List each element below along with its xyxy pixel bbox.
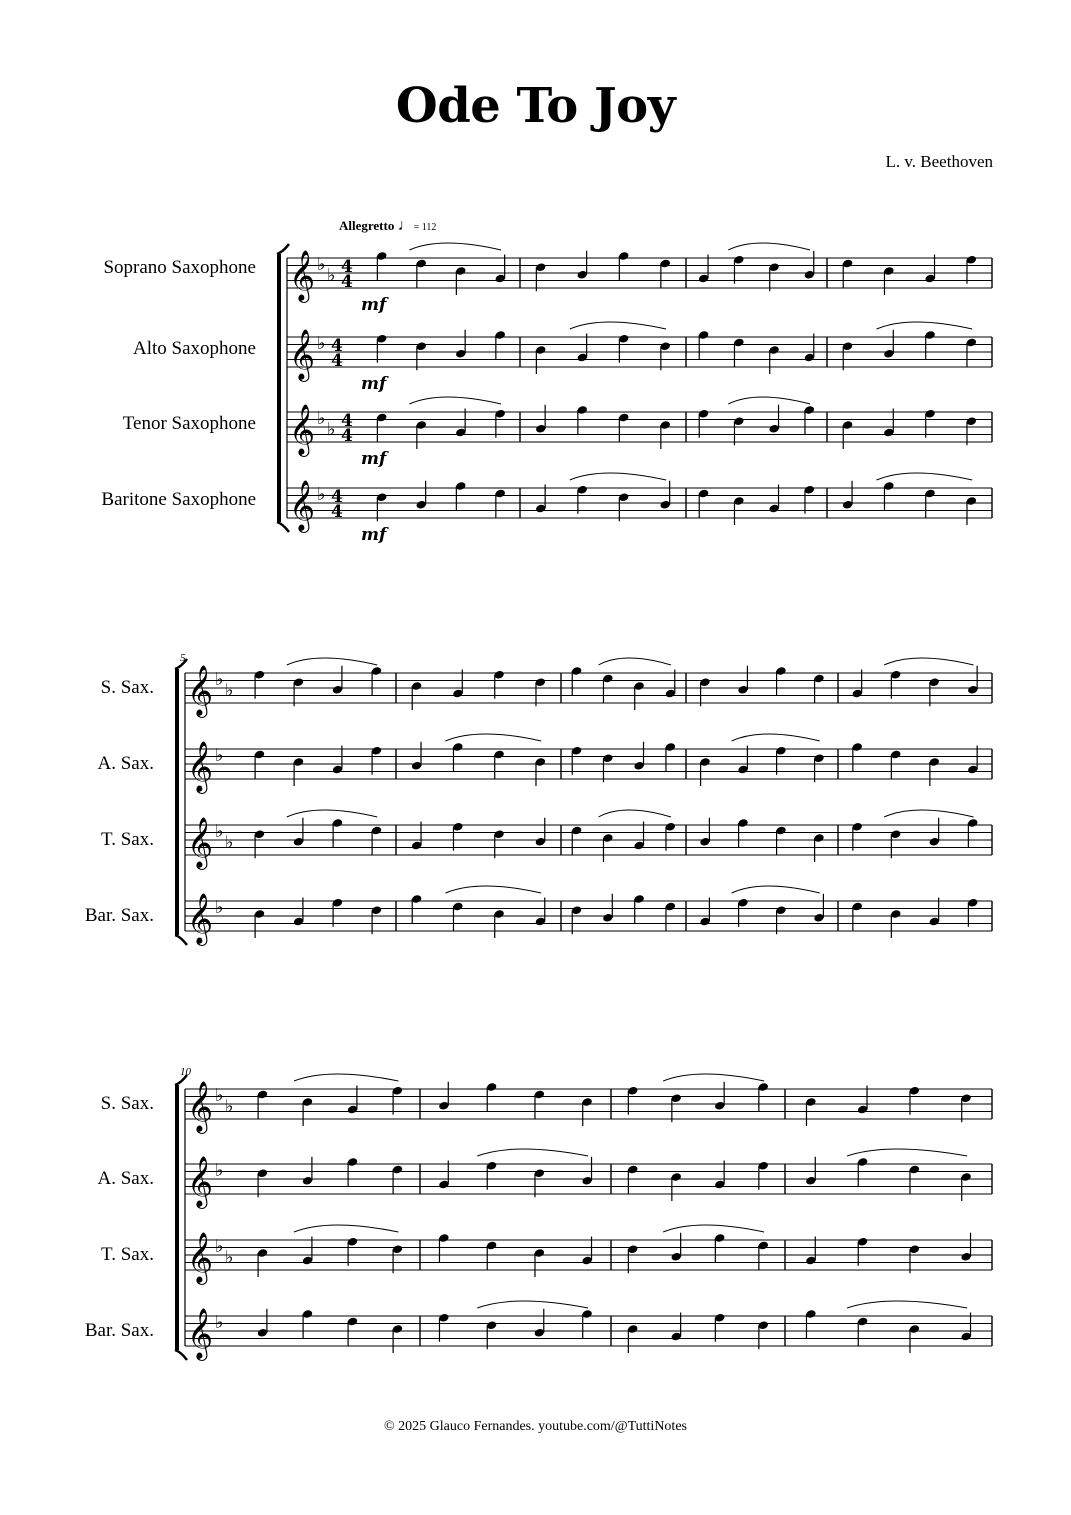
- dynamic-marking: mf: [361, 374, 387, 394]
- slur: [847, 1301, 967, 1308]
- flat-icon: ♭: [225, 1096, 234, 1117]
- treble-clef-icon: 𝄞: [187, 1232, 214, 1283]
- flat-icon: ♭: [327, 419, 336, 440]
- treble-clef-icon: 𝄞: [187, 817, 214, 868]
- flat-icon: ♭: [327, 265, 336, 286]
- flat-icon: ♭: [225, 680, 234, 701]
- system-bracket: [175, 1085, 179, 1350]
- treble-clef-icon: 𝄞: [187, 665, 214, 716]
- staff-label: Alto Saxophone: [133, 338, 256, 359]
- treble-clef-icon: 𝄞: [187, 1308, 214, 1359]
- staff-label: Bar. Sax.: [84, 1320, 154, 1341]
- staff-label: A. Sax.: [97, 1168, 154, 1189]
- slur: [570, 322, 666, 329]
- metronome-value: = 112: [413, 222, 437, 233]
- slur: [599, 658, 672, 665]
- flat-icon: ♭: [215, 1312, 224, 1333]
- staff-label: Bar. Sax.: [84, 905, 154, 926]
- time-signature-bottom: 4: [331, 502, 343, 522]
- flat-icon: ♭: [317, 408, 326, 429]
- slur: [732, 886, 820, 893]
- bracket-hook-top: [175, 659, 187, 669]
- flat-icon: ♭: [317, 333, 326, 354]
- slur: [409, 243, 501, 250]
- slur: [409, 397, 501, 404]
- copyright-footer: © 2025 Glauco Fernandes. youtube.com/@TuttiNotes: [384, 1419, 687, 1434]
- treble-clef-icon: 𝄞: [289, 404, 316, 455]
- slur: [599, 810, 672, 817]
- flat-icon: ♭: [215, 1160, 224, 1181]
- staff-label: Tenor Saxophone: [122, 413, 256, 434]
- treble-clef-icon: 𝄞: [289, 480, 316, 531]
- slur: [446, 886, 542, 893]
- slur: [287, 658, 377, 665]
- system-bracket: [175, 669, 179, 935]
- slur: [294, 1225, 398, 1232]
- time-signature-bottom: 4: [341, 426, 353, 446]
- staff-label: S. Sax.: [100, 1093, 154, 1114]
- treble-clef-icon: 𝄞: [187, 893, 214, 944]
- staff-label: A. Sax.: [97, 753, 154, 774]
- flat-icon: ♭: [317, 254, 326, 275]
- staff-label: T. Sax.: [101, 829, 154, 850]
- slur: [477, 1149, 588, 1156]
- bracket-hook-bottom: [175, 1350, 187, 1360]
- quarter-note-icon: ♩: [397, 217, 414, 234]
- flat-icon: ♭: [225, 832, 234, 853]
- treble-clef-icon: 𝄞: [289, 329, 316, 380]
- slur: [884, 810, 973, 817]
- slur: [446, 734, 542, 741]
- flat-icon: ♭: [215, 745, 224, 766]
- composer: L. v. Beethoven: [885, 152, 993, 171]
- slur: [732, 734, 820, 741]
- bracket-hook-top: [175, 1075, 187, 1085]
- staff-label: S. Sax.: [100, 677, 154, 698]
- flat-icon: ♭: [215, 821, 224, 842]
- treble-clef-icon: 𝄞: [289, 250, 316, 301]
- treble-clef-icon: 𝄞: [187, 1081, 214, 1132]
- slur: [877, 322, 973, 329]
- bracket-hook-bottom: [277, 522, 289, 532]
- bracket-hook-top: [277, 244, 289, 254]
- bracket-hook-bottom: [175, 935, 187, 945]
- staff-label: Soprano Saxophone: [103, 257, 256, 278]
- time-signature-top: 4: [341, 411, 353, 431]
- flat-icon: ♭: [215, 1085, 224, 1106]
- dynamic-marking: mf: [361, 449, 387, 469]
- time-signature-bottom: 4: [341, 272, 353, 292]
- slur: [884, 658, 973, 665]
- slur: [570, 473, 666, 480]
- time-signature-bottom: 4: [331, 351, 343, 371]
- dynamic-marking: mf: [361, 295, 387, 315]
- time-signature-top: 4: [331, 336, 343, 356]
- time-signature-top: 4: [341, 257, 353, 277]
- slur: [847, 1149, 967, 1156]
- flat-icon: ♭: [225, 1247, 234, 1268]
- staff-label: Baritone Saxophone: [101, 489, 256, 510]
- staff-label: T. Sax.: [101, 1244, 154, 1265]
- flat-icon: ♭: [215, 897, 224, 918]
- flat-icon: ♭: [317, 484, 326, 505]
- dynamic-marking: mf: [361, 525, 387, 545]
- slur: [294, 1074, 398, 1081]
- slur: [728, 243, 810, 250]
- slur: [877, 473, 973, 480]
- slur: [663, 1074, 764, 1081]
- flat-icon: ♭: [215, 669, 224, 690]
- slur: [477, 1301, 588, 1308]
- tempo-text: Allegretto: [339, 218, 395, 233]
- time-signature-top: 4: [331, 487, 343, 507]
- slur: [728, 397, 810, 404]
- slur: [287, 810, 377, 817]
- measure-number: 5: [180, 652, 186, 664]
- system-bracket: [277, 254, 281, 522]
- page-title: Ode To Joy: [395, 78, 676, 134]
- treble-clef-icon: 𝄞: [187, 1156, 214, 1207]
- measure-number: 10: [180, 1066, 191, 1078]
- flat-icon: ♭: [215, 1236, 224, 1257]
- treble-clef-icon: 𝄞: [187, 741, 214, 792]
- slur: [663, 1225, 764, 1232]
